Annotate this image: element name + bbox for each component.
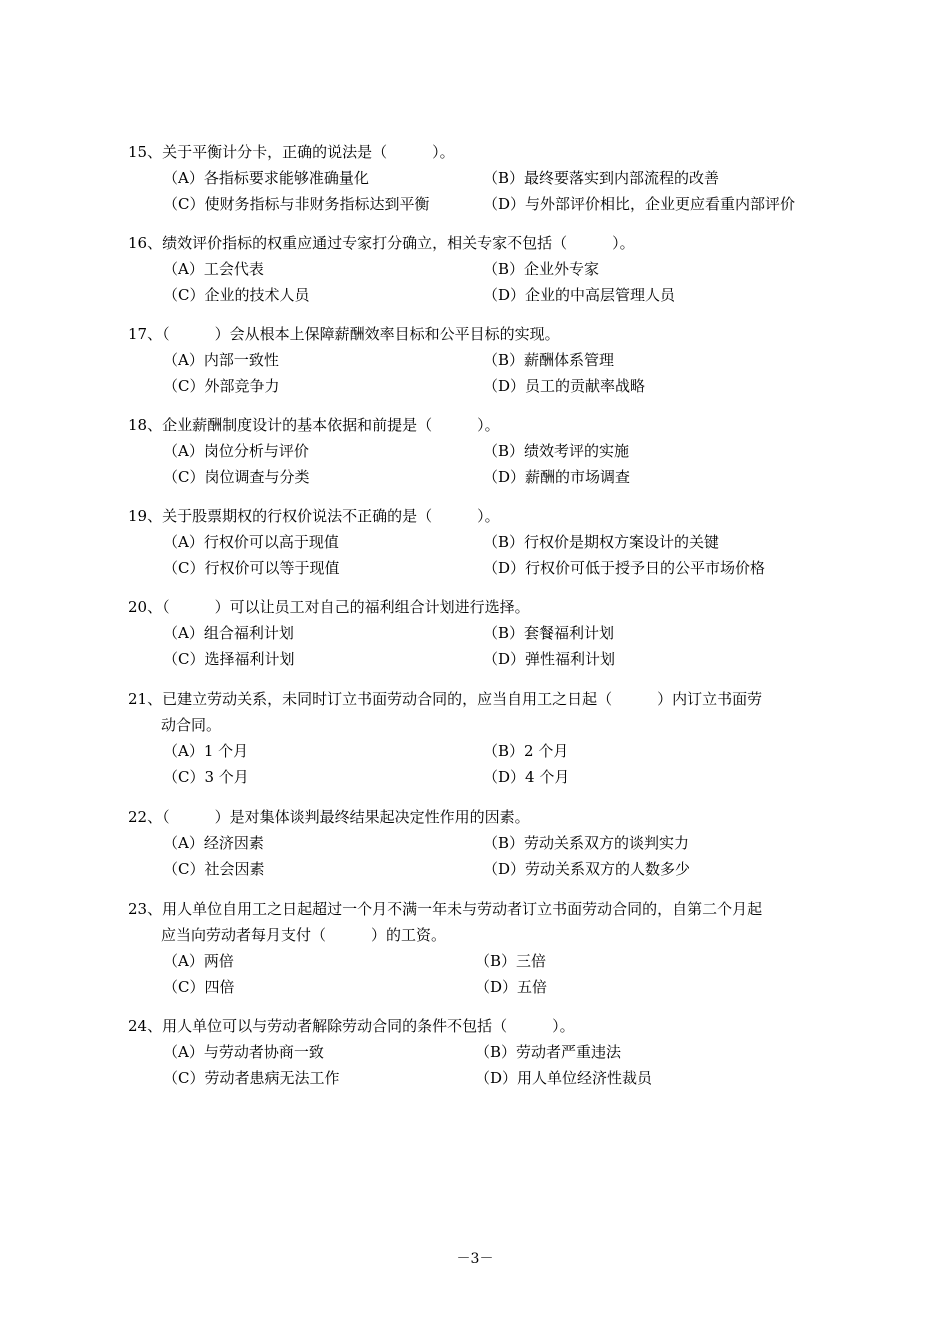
question-16 <box>128 230 828 308</box>
option-c: （C）外部竞争力 <box>163 377 280 395</box>
question-20 <box>128 594 828 672</box>
option-grid <box>128 165 828 217</box>
question-22 <box>128 804 828 882</box>
option-b: （B）套餐福利计划 <box>483 624 615 642</box>
option-a: （A）行权价可以高于现值 <box>163 533 339 551</box>
question-21 <box>128 686 828 790</box>
option-c: （C）四倍 <box>163 978 235 996</box>
question-18 <box>128 412 828 490</box>
option-b: （B）行权价是期权方案设计的关键 <box>483 533 720 551</box>
question-stem-line2: 动合同。 <box>161 716 222 734</box>
option-c: （C）企业的技术人员 <box>163 286 310 304</box>
option-c: （C）行权价可以等于现值 <box>163 559 340 577</box>
option-a: （A）组合福利计划 <box>163 624 294 642</box>
option-b: （B）最终要落实到内部流程的改善 <box>483 169 720 187</box>
option-grid <box>128 738 828 790</box>
question-stem: 16、绩效评价指标的权重应通过专家打分确立，相关专家不包括（ ）。 <box>128 234 635 252</box>
question-stem: 17、（ ）会从根本上保障薪酬效率目标和公平目标的实现。 <box>128 325 560 343</box>
question-stem: 15、关于平衡计分卡，正确的说法是（ ）。 <box>128 143 455 161</box>
question-stem <box>128 686 828 738</box>
question-stem: 22、（ ）是对集体谈判最终结果起决定性作用的因素。 <box>128 808 530 826</box>
option-grid <box>128 256 828 308</box>
question-23 <box>128 896 828 1000</box>
option-a: （A）1 个月 <box>163 742 249 760</box>
option-b: （B）薪酬体系管理 <box>483 351 615 369</box>
option-d: （D）与外部评价相比，企业更应看重内部评价 <box>483 195 796 213</box>
question-24 <box>128 1013 828 1091</box>
option-d: （D）行权价可低于授予日的公平市场价格 <box>483 559 766 577</box>
option-b: （B）劳动者严重违法 <box>475 1043 622 1061</box>
question-19 <box>128 503 828 581</box>
option-b: （B）2 个月 <box>483 742 569 760</box>
option-d: （D）员工的贡献率战略 <box>483 377 646 395</box>
option-c: （C）岗位调查与分类 <box>163 468 310 486</box>
option-d: （D）4 个月 <box>483 768 570 786</box>
option-a: （A）两倍 <box>163 952 234 970</box>
option-d: （D）薪酬的市场调查 <box>483 468 631 486</box>
question-stem-line1: 21、已建立劳动关系，未同时订立书面劳动合同的，应当自用工之日起（ ）内订立书面劳 <box>128 690 763 708</box>
option-d: （D）劳动关系双方的人数多少 <box>483 860 691 878</box>
option-grid <box>128 830 828 882</box>
question-stem: 24、用人单位可以与劳动者解除劳动合同的条件不包括（ ）。 <box>128 1017 575 1035</box>
question-stem <box>128 896 828 948</box>
option-b: （B）劳动关系双方的谈判实力 <box>483 834 690 852</box>
option-b: （B）三倍 <box>475 952 547 970</box>
question-15 <box>128 139 828 217</box>
option-grid <box>128 529 828 581</box>
option-a: （A）各指标要求能够准确量化 <box>163 169 369 187</box>
option-d: （D）企业的中高层管理人员 <box>483 286 676 304</box>
option-grid <box>128 1039 828 1091</box>
option-d: （D）弹性福利计划 <box>483 650 616 668</box>
question-17 <box>128 321 828 399</box>
question-stem-line1: 23、用人单位自用工之日起超过一个月不满一年未与劳动者订立书面劳动合同的，自第二个月起 <box>128 900 763 918</box>
option-b: （B）企业外专家 <box>483 260 600 278</box>
option-a: （A）经济因素 <box>163 834 264 852</box>
option-grid <box>128 620 828 672</box>
option-grid <box>128 347 828 399</box>
question-stem: 19、关于股票期权的行权价说法不正确的是（ ）。 <box>128 507 500 525</box>
option-d: （D）用人单位经济性裁员 <box>475 1069 653 1087</box>
option-grid <box>128 438 828 490</box>
option-a: （A）与劳动者协商一致 <box>163 1043 324 1061</box>
option-c: （C）劳动者患病无法工作 <box>163 1069 340 1087</box>
question-stem-line2: 应当向劳动者每月支付（ ）的工资。 <box>161 926 447 944</box>
option-b: （B）绩效考评的实施 <box>483 442 630 460</box>
option-a: （A）岗位分析与评价 <box>163 442 309 460</box>
option-c: （C）选择福利计划 <box>163 650 295 668</box>
option-c: （C）3 个月 <box>163 768 249 786</box>
question-stem: 18、企业薪酬制度设计的基本依据和前提是（ ）。 <box>128 416 500 434</box>
question-stem: 20、（ ）可以让员工对自己的福利组合计划进行选择。 <box>128 598 530 616</box>
option-c: （C）使财务指标与非财务指标达到平衡 <box>163 195 430 213</box>
option-d: （D）五倍 <box>475 978 548 996</box>
option-a: （A）工会代表 <box>163 260 264 278</box>
option-grid <box>128 948 828 1000</box>
page-number: －3－ <box>456 1251 494 1267</box>
option-a: （A）内部一致性 <box>163 351 279 369</box>
option-c: （C）社会因素 <box>163 860 265 878</box>
